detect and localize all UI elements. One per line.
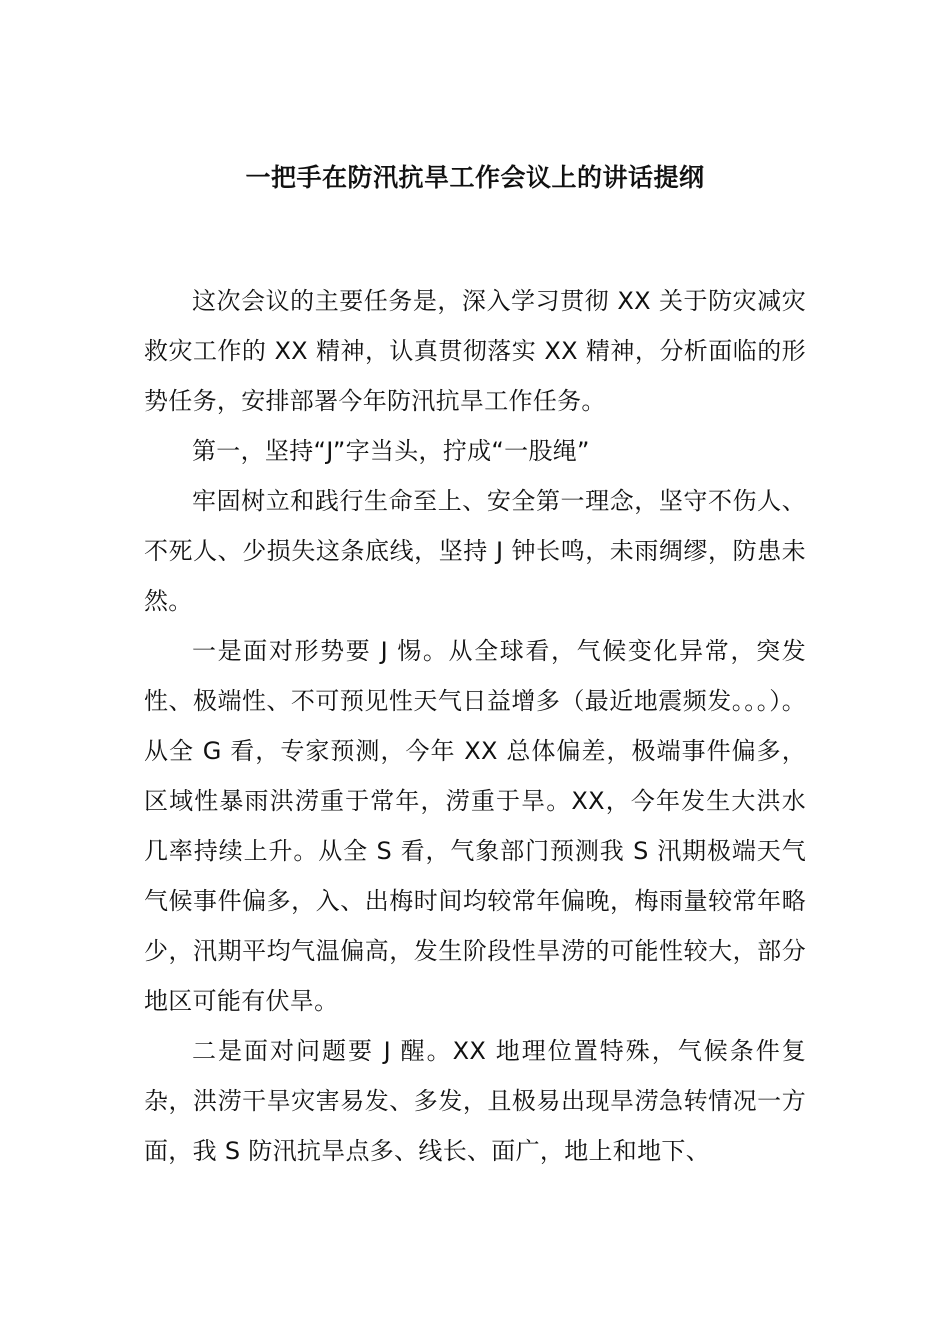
paragraph-situation: 一是面对形势要 J 惕。从全球看，气候变化异常，突发性、极端性、不可预见性天气日益增多（最近地震频发。。。）。从全 G 看，专家预测，今年 XX 总体偏差，极端事件偏多，区域性暴雨洪涝重于常年，涝重于旱。XX，今年发生大洪水几率持续上升。从全 S 看，气象部门预测我 S 汛期极端天气气候事件偏多，入、出梅时间均较常年偏晚，梅雨量较常年略少，汛期平均气温偏高，发生阶段性旱涝的可能性较大，部分地区可能有伏旱。 (144, 637, 806, 1015)
document-body (144, 276, 806, 1176)
paragraph-intro: 这次会议的主要任务是，深入学习贯彻 XX 关于防灾减灾救灾工作的 XX 精神，认真贯彻落实 XX 精神，分析面临的形势任务，安排部署今年防汛抗旱工作任务。 (144, 287, 806, 415)
paragraph-heading-first: 第一，坚持“J”字当头，拧成“一股绳” (192, 437, 590, 465)
paragraph-problems: 二是面对问题要 J 醒。XX 地理位置特殊，气候条件复杂，洪涝干旱灾害易发、多发，且极易出现旱涝急转情况一方面，我 S 防汛抗旱点多、线长、面广，地上和地下、 (144, 1037, 806, 1165)
document-title: 一把手在防汛抗旱工作会议上的讲话提纲 (245, 163, 705, 192)
paragraph-principle: 牢固树立和践行生命至上、安全第一理念，坚守不伤人、不死人、少损失这条底线，坚持 J 钟长鸣，未雨绸缪，防患未然。 (144, 487, 806, 615)
